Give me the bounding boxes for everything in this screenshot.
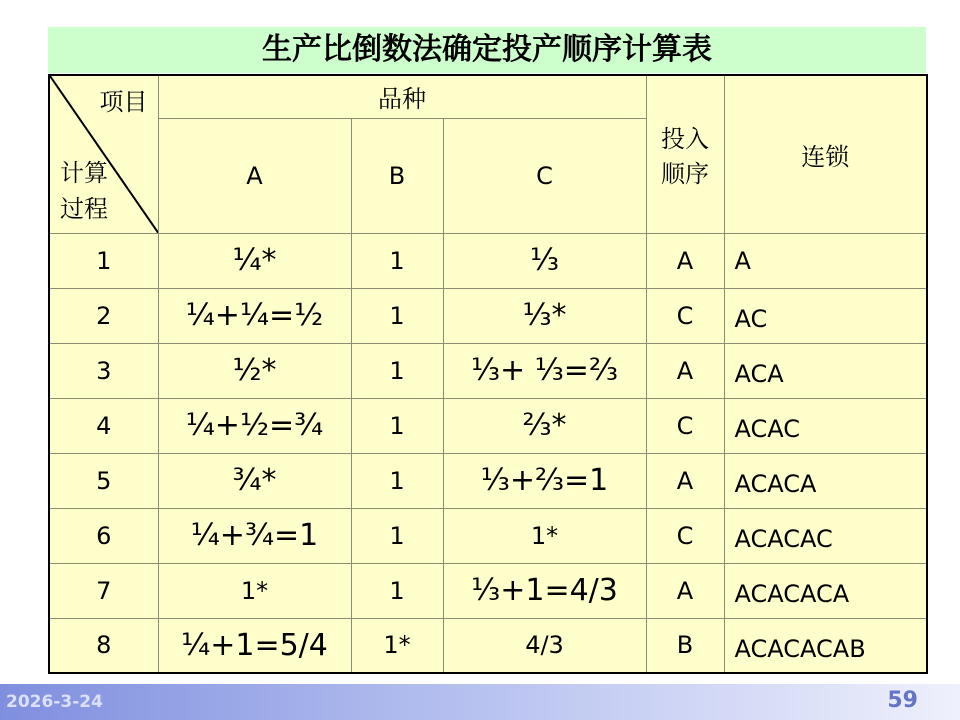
chain-cell: ACA <box>724 343 927 398</box>
table-row <box>49 233 927 288</box>
table-row <box>49 398 927 453</box>
corner-bottom-label <box>60 155 108 227</box>
corner-bottom-line-2: 过程 <box>60 194 108 223</box>
order-cell: A <box>646 563 724 618</box>
step-cell: 2 <box>49 288 158 343</box>
corner-top-label: 项目 <box>99 88 148 116</box>
calculation-table-container <box>48 74 926 669</box>
order-cell: A <box>646 233 724 288</box>
step-cell: 8 <box>49 618 158 673</box>
table-row <box>49 563 927 618</box>
title-bar <box>48 27 926 73</box>
a-cell: ½* <box>158 343 351 398</box>
column-b-header: B <box>351 118 443 233</box>
chain-cell: ACAC <box>724 398 927 453</box>
table-row <box>49 453 927 508</box>
order-cell: C <box>646 398 724 453</box>
chain-cell: A <box>724 233 927 288</box>
chain-cell: ACACACA <box>724 563 927 618</box>
slide-footer <box>0 684 960 720</box>
order-cell: B <box>646 618 724 673</box>
b-cell: 1 <box>351 453 443 508</box>
a-cell: ¼* <box>158 233 351 288</box>
a-cell: ¾* <box>158 453 351 508</box>
a-cell: ¼+½=¾ <box>158 398 351 453</box>
a-cell: ¼+¾=1 <box>158 508 351 563</box>
order-cell: A <box>646 453 724 508</box>
page-title: 生产比倒数法确定投产顺序计算表 <box>262 32 712 67</box>
b-cell: 1 <box>351 508 443 563</box>
corner-bottom-line-1: 计算 <box>60 158 108 187</box>
chain-header: 连锁 <box>724 75 927 233</box>
b-cell: 1 <box>351 343 443 398</box>
step-cell: 5 <box>49 453 158 508</box>
step-cell: 4 <box>49 398 158 453</box>
order-header <box>646 75 724 233</box>
b-cell: 1 <box>351 563 443 618</box>
order-cell: A <box>646 343 724 398</box>
c-cell: 4/3 <box>443 618 646 673</box>
c-cell: ⅔* <box>443 398 646 453</box>
c-cell: ⅓+⅔=1 <box>443 453 646 508</box>
b-cell: 1 <box>351 398 443 453</box>
column-c-header: C <box>443 118 646 233</box>
b-cell: 1 <box>351 233 443 288</box>
chain-cell: ACACACAB <box>724 618 927 673</box>
order-cell: C <box>646 508 724 563</box>
footer-date: 2026-3-24 <box>6 692 103 712</box>
calculation-table <box>48 74 928 674</box>
page-number: 59 <box>887 688 918 713</box>
order-header-line-2: 顺序 <box>661 160 710 189</box>
c-cell: ⅓ <box>443 233 646 288</box>
b-cell: 1 <box>351 288 443 343</box>
c-cell: 1* <box>443 508 646 563</box>
product-group-header: 品种 <box>158 75 646 118</box>
step-cell: 3 <box>49 343 158 398</box>
step-cell: 1 <box>49 233 158 288</box>
order-header-line-1: 投入 <box>661 125 710 154</box>
corner-header-cell <box>49 75 158 233</box>
step-cell: 7 <box>49 563 158 618</box>
chain-cell: AC <box>724 288 927 343</box>
c-cell: ⅓* <box>443 288 646 343</box>
chain-cell: ACACA <box>724 453 927 508</box>
chain-cell: ACACAC <box>724 508 927 563</box>
b-cell: 1* <box>351 618 443 673</box>
a-cell: ¼+1=5/4 <box>158 618 351 673</box>
a-cell: 1* <box>158 563 351 618</box>
order-cell: C <box>646 288 724 343</box>
table-row <box>49 508 927 563</box>
table-row <box>49 618 927 673</box>
table-row <box>49 288 927 343</box>
column-a-header: A <box>158 118 351 233</box>
c-cell: ⅓+ ⅓=⅔ <box>443 343 646 398</box>
header-row-1 <box>49 75 927 118</box>
a-cell: ¼+¼=½ <box>158 288 351 343</box>
step-cell: 6 <box>49 508 158 563</box>
c-cell: ⅓+1=4/3 <box>443 563 646 618</box>
table-row <box>49 343 927 398</box>
